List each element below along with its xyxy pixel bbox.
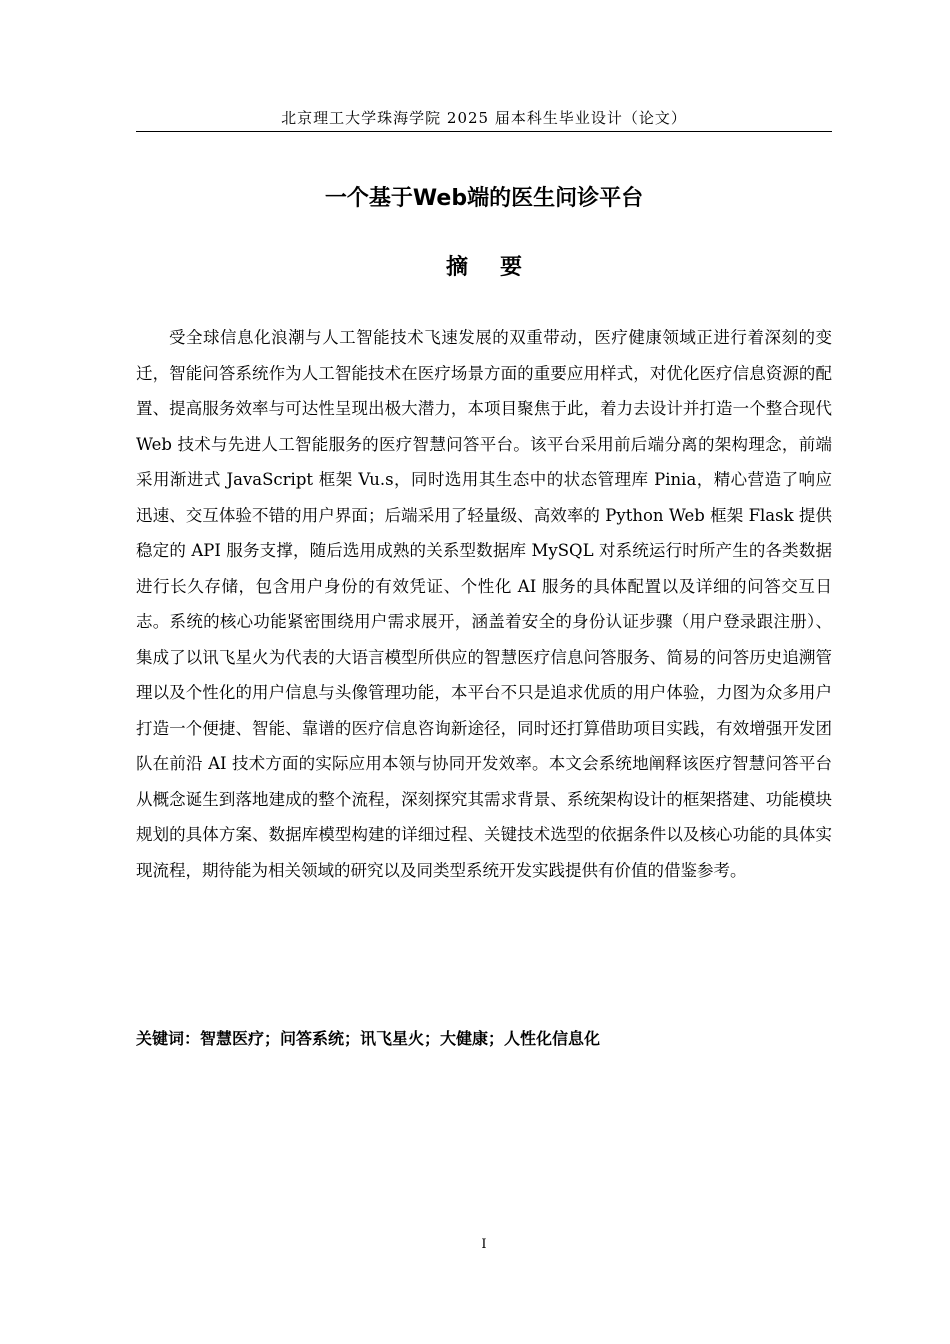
keywords: 关键词：智慧医疗；问答系统；讯飞星火；大健康；人性化信息化 bbox=[136, 1029, 601, 1048]
page-number: I bbox=[481, 1237, 487, 1252]
header-divider bbox=[136, 131, 832, 132]
paper-title: 一个基于Web端的医生问诊平台 bbox=[324, 186, 644, 211]
abstract-heading: 摘要 bbox=[445, 255, 554, 280]
page-header: 北京理工大学珠海学院 2025 届本科生毕业设计（论文） bbox=[281, 109, 687, 127]
abstract-body: 受全球信息化浪潮与人工智能技术飞速发展的双重带动，医疗健康领域正进行着深刻的变迁，智能问答系统作为人工智能技术在医疗场景方面的重要应用样式，对优化医疗信息资源的配置、提高服务效率与可达性呈现出极大潜力，本项目聚焦于此，着力去设计并打造一个整合现代 Web 技术与先进人工智能服务的医疗智慧问答平台。该平台采用前后端分离的架构理念，前端采用渐进式 JavaScript 框架 Vu.s，同时选用其生态中的状态管理库 Pinia，精心营造了响应迅速、交互体验不错的用户界面；后端采用了轻量级、高效率的 Python Web 框架 Flask 提供稳定的 API 服务支撑，随后选用成熟的关系型数据库 MySQL 对系统运行时所产生的各类数据进行长久存储，包含用户身份的有效凭证、个性化 AI 服务的具体配置以及详细的问答交互日志。系统的核心功能紧密围绕用户需求展开，涵盖着安全的身份认证步骤（用户登录跟注册）、集成了以讯飞星火为代表的大语言模型所供应的智慧医疗信息问答服务、简易的问答历史追溯管理以及个性化的用户信息与头像管理功能，本平台不只是追求优质的用户体验，力图为众多用户打造一个便捷、智能、靠谱的医疗信息咨询新途径，同时还打算借助项目实践，有效增强开发团队在前沿 AI 技术方面的实际应用本领与协同开发效率。本文会系统地阐释该医疗智慧问答平台从概念诞生到落地建成的整个流程，深刻探究其需求背景、系统架构设计的框架搭建、功能模块规划的具体方案、数据库模型构建的详细过程、关键技术选型的依据条件以及核心功能的具体实现流程，期待能为相关领域的研究以及同类型系统开发实践提供有价值的借鉴参考。 bbox=[136, 328, 832, 880]
